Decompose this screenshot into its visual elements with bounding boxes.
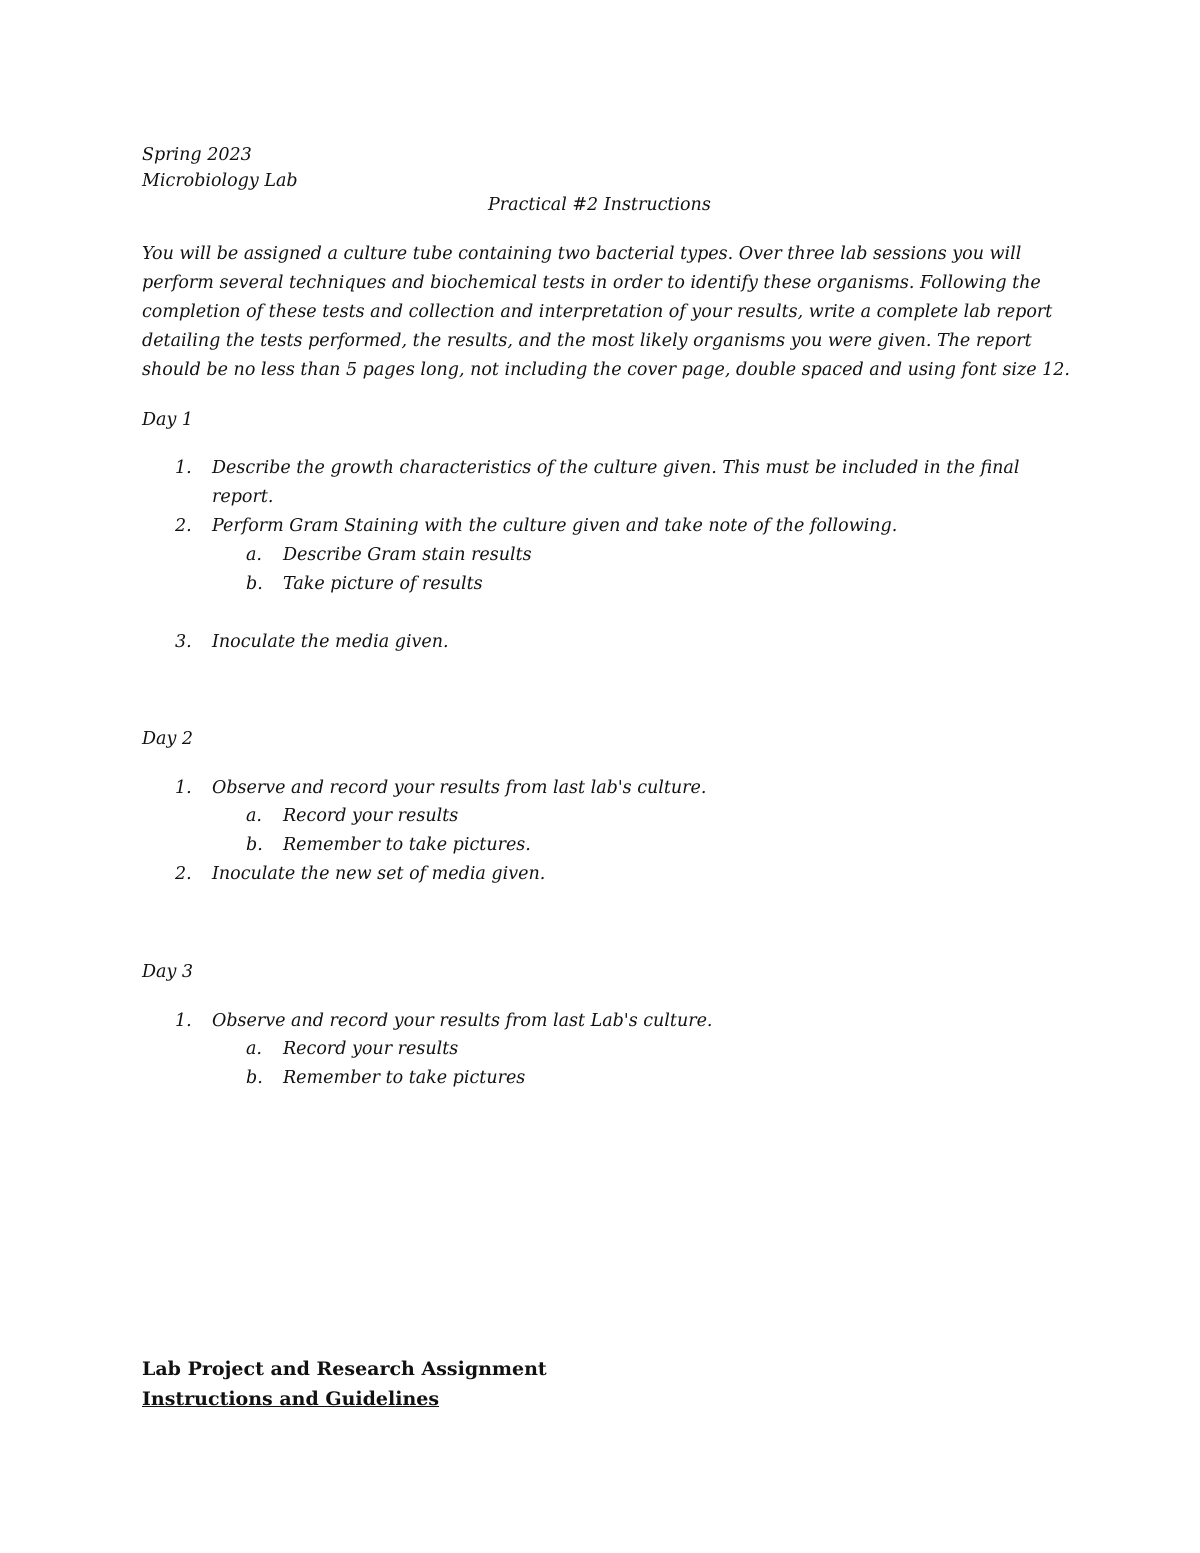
section-subheading: Instructions and Guidelines (142, 1388, 440, 1410)
sublist-item: Take picture of results (283, 574, 483, 594)
sublist-item: Record your results (283, 806, 459, 826)
intro-line: You will be assigned a culture tube containing two bacterial types. Over three lab sessions you will (142, 244, 1022, 264)
sublist-letter: b. (246, 1068, 263, 1088)
sublist-item: Remember to take pictures (283, 1068, 526, 1088)
list-item-continuation: report. (212, 487, 274, 507)
sublist-letter: b. (246, 574, 263, 594)
day3-heading: Day 3 (142, 962, 194, 982)
list-item: Observe and record your results from last lab's culture. (212, 778, 707, 798)
list-number: 1. (175, 778, 192, 798)
sublist-letter: a. (246, 806, 262, 826)
intro-line: perform several techniques and biochemical tests in order to identify these organisms. Following the (142, 273, 1041, 293)
list-number: 2. (175, 864, 192, 884)
sublist-letter: a. (246, 545, 262, 565)
course-label: Microbiology Lab (142, 171, 298, 191)
list-item: Inoculate the media given. (212, 632, 449, 652)
document-title: Practical #2 Instructions (488, 195, 711, 215)
list-number: 1. (175, 458, 192, 478)
list-item: Describe the growth characteristics of the culture given. This must be included in the final (212, 458, 1020, 478)
list-number: 2. (175, 516, 192, 536)
list-number: 1. (175, 1011, 192, 1031)
term-label: Spring 2023 (142, 145, 252, 165)
section-heading: Lab Project and Research Assignment (142, 1358, 547, 1380)
sublist-item: Describe Gram stain results (283, 545, 532, 565)
list-item: Observe and record your results from last Lab's culture. (212, 1011, 713, 1031)
sublist-item: Record your results (283, 1039, 459, 1059)
day1-heading: Day 1 (142, 410, 194, 430)
sublist-item: Remember to take pictures. (283, 835, 531, 855)
intro-line: detailing the tests performed, the results, and the most likely organisms you were given. The report (142, 331, 1032, 351)
intro-paragraph (142, 240, 1070, 385)
intro-line: should be no less than 5 pages long, not including the cover page, double spaced and using font size 12. (142, 360, 1070, 380)
sublist-letter: b. (246, 835, 263, 855)
list-number: 3. (175, 632, 192, 652)
list-item: Inoculate the new set of media given. (212, 864, 546, 884)
intro-line: completion of these tests and collection and interpretation of your results, write a complete lab report (142, 302, 1053, 322)
day2-heading: Day 2 (142, 729, 194, 749)
list-item: Perform Gram Staining with the culture given and take note of the following. (212, 516, 898, 536)
sublist-letter: a. (246, 1039, 262, 1059)
